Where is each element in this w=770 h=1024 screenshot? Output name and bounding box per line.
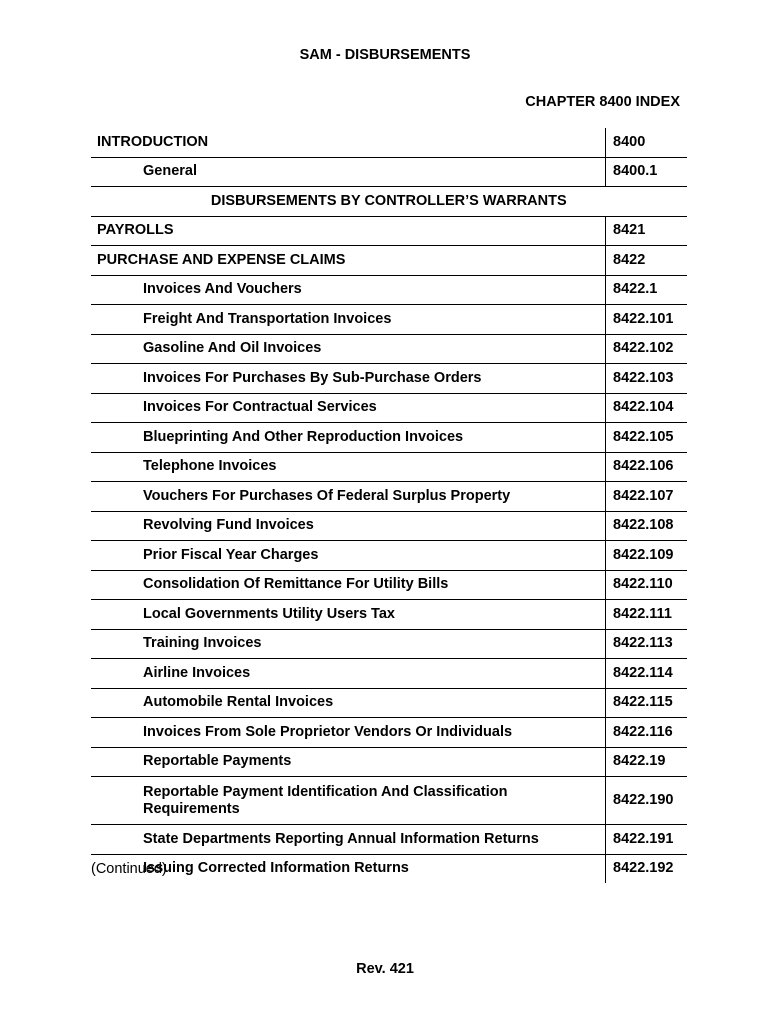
index-row [91, 157, 687, 187]
index-entry-number: 8422.106 [606, 452, 687, 482]
index-entry-number: 8422.102 [606, 334, 687, 364]
index-entry-number: 8422.114 [606, 659, 687, 689]
index-entry-title: Telephone Invoices [91, 452, 606, 482]
index-entry-number: 8422.19 [606, 747, 687, 777]
index-table [91, 128, 687, 883]
index-row [91, 334, 687, 364]
index-entry-title: Freight And Transportation Invoices [91, 305, 606, 335]
index-row [91, 747, 687, 777]
index-entry-title: Reportable Payments [91, 747, 606, 777]
index-entry-number: 8422.110 [606, 570, 687, 600]
index-row [91, 688, 687, 718]
continued-note: (Continued) [91, 861, 167, 877]
index-row [91, 718, 687, 748]
index-entry-title: PAYROLLS [91, 216, 606, 246]
index-entry-title: Blueprinting And Other Reproduction Invoices [91, 423, 606, 453]
index-entry-number: 8421 [606, 216, 687, 246]
index-entry-title: General [91, 157, 606, 187]
index-entry-title: PURCHASE AND EXPENSE CLAIMS [91, 246, 606, 276]
index-row [91, 364, 687, 394]
index-row [91, 825, 687, 855]
index-entry-title: Airline Invoices [91, 659, 606, 689]
index-entry-number: 8422 [606, 246, 687, 276]
index-row [91, 393, 687, 423]
index-entry-number: 8422.109 [606, 541, 687, 571]
index-entry-number: 8422.190 [606, 777, 687, 825]
index-entry-number: 8422.107 [606, 482, 687, 512]
index-row [91, 246, 687, 276]
chapter-index-title: CHAPTER 8400 INDEX [525, 94, 680, 110]
index-entry-title: Invoices For Contractual Services [91, 393, 606, 423]
index-entry-title: Automobile Rental Invoices [91, 688, 606, 718]
index-entry-number: 8400.1 [606, 157, 687, 187]
index-entry-title: Revolving Fund Invoices [91, 511, 606, 541]
index-row [91, 128, 687, 157]
revision-number: Rev. 421 [356, 961, 414, 977]
index-row [91, 216, 687, 246]
index-row [91, 541, 687, 571]
index-entry-number: 8400 [606, 128, 687, 157]
index-row [91, 275, 687, 305]
document-title: SAM - DISBURSEMENTS [299, 47, 471, 63]
index-entry-title: INTRODUCTION [91, 128, 606, 157]
index-entry-title: Consolidation Of Remittance For Utility Bills [91, 570, 606, 600]
index-row [91, 305, 687, 335]
index-row [91, 600, 687, 630]
index-entry-number: 8422.105 [606, 423, 687, 453]
index-entry-title: State Departments Reporting Annual Information Returns [91, 825, 606, 855]
index-row [91, 854, 687, 883]
index-row [91, 511, 687, 541]
index-entry-number: 8422.101 [606, 305, 687, 335]
index-entry-number: 8422.116 [606, 718, 687, 748]
index-row [91, 482, 687, 512]
index-entry-title: Gasoline And Oil Invoices [91, 334, 606, 364]
index-entry-number: 8422.115 [606, 688, 687, 718]
index-entry-title: Vouchers For Purchases Of Federal Surplus Property [91, 482, 606, 512]
index-row [91, 777, 687, 825]
index-entry-title: Invoices For Purchases By Sub-Purchase Orders [91, 364, 606, 394]
index-entry-title: Local Governments Utility Users Tax [91, 600, 606, 630]
index-entry-title: Invoices And Vouchers [91, 275, 606, 305]
index-entry-number: 8422.113 [606, 629, 687, 659]
index-row [91, 452, 687, 482]
index-entry-number: 8422.1 [606, 275, 687, 305]
index-entry-title: Training Invoices [91, 629, 606, 659]
index-entry-number: 8422.103 [606, 364, 687, 394]
section-heading: DISBURSEMENTS BY CONTROLLER’S WARRANTS [91, 187, 687, 217]
index-entry-number: 8422.108 [606, 511, 687, 541]
index-entry-number: 8422.111 [606, 600, 687, 630]
index-entry-title: Prior Fiscal Year Charges [91, 541, 606, 571]
index-entry-title: Invoices From Sole Proprietor Vendors Or Individuals [91, 718, 606, 748]
index-entry-number: 8422.191 [606, 825, 687, 855]
index-row [91, 659, 687, 689]
index-entry-number: 8422.104 [606, 393, 687, 423]
index-entry-title: Reportable Payment Identification And Classification Requirements [91, 777, 606, 825]
section-heading-row [91, 187, 687, 217]
index-row [91, 423, 687, 453]
index-row [91, 570, 687, 600]
index-row [91, 629, 687, 659]
index-entry-number: 8422.192 [606, 854, 687, 883]
index-entry-title: Issuing Corrected Information Returns [143, 860, 409, 877]
